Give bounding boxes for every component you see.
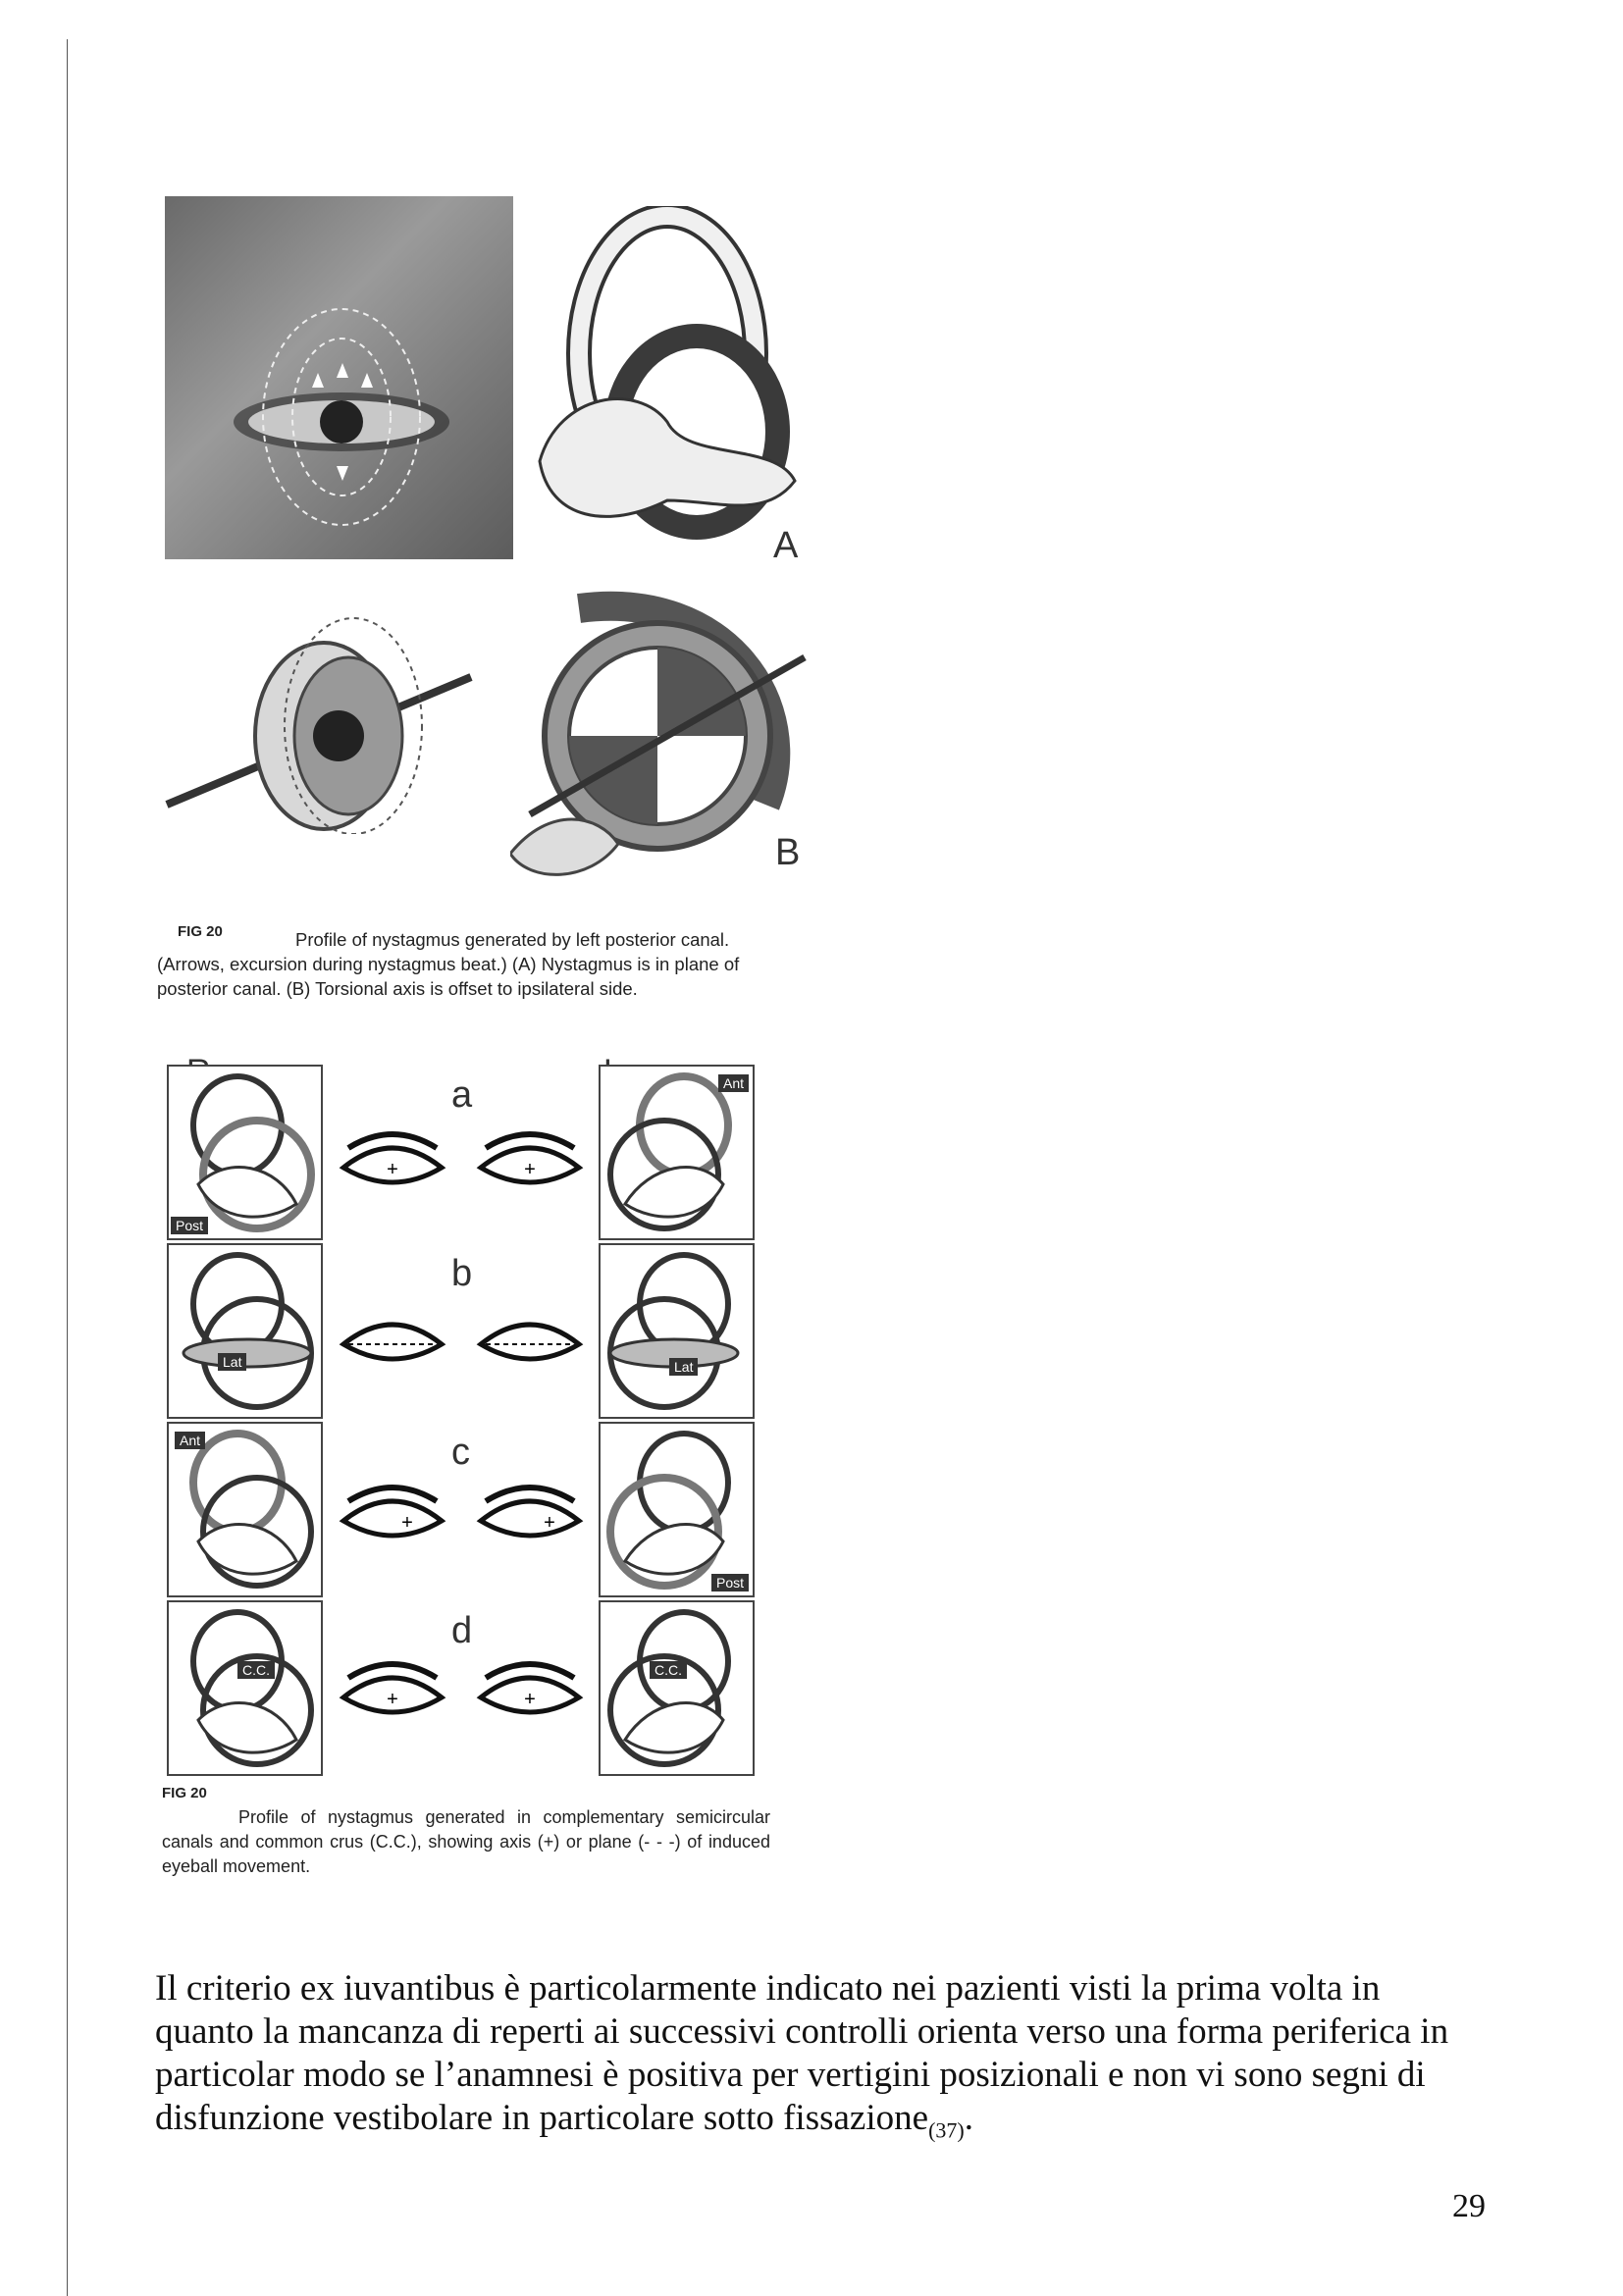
canal-tag: Ant [718, 1074, 749, 1092]
canal-cell-right-b [167, 1243, 323, 1419]
page-number: 29 [1452, 2188, 1486, 2224]
figure-top-caption [157, 923, 785, 1001]
eye-mark: + [544, 1512, 555, 1534]
canal-tag: Lat [669, 1358, 698, 1376]
eyes-d [334, 1658, 589, 1727]
eye-mark: + [387, 1689, 398, 1710]
canal-cell-left-a [599, 1065, 755, 1240]
body-paragraph [155, 1967, 1475, 2152]
canal-cell-left-b [599, 1243, 755, 1419]
labyrinth-a-drawing [520, 206, 824, 559]
eye-mark: + [524, 1159, 536, 1180]
canal-cell-left-d [599, 1600, 755, 1776]
canal-tag: Lat [218, 1353, 246, 1371]
figure-label-a: A [773, 525, 799, 566]
eye-photo [165, 196, 513, 559]
canal-tag: Post [171, 1217, 208, 1234]
canal-cell-right-d [167, 1600, 323, 1776]
figure-top [157, 186, 844, 932]
caption-label: FIG 20 [162, 1785, 207, 1801]
canal-cell-right-a [167, 1065, 323, 1240]
figure-bottom-caption [162, 1781, 770, 1879]
row-letter-c: c [451, 1432, 470, 1473]
eye-mark: + [387, 1159, 398, 1180]
eyes-c [334, 1482, 589, 1550]
figure-bottom-grid [167, 1065, 756, 1771]
caption-label: FIG 20 [178, 923, 223, 940]
row-letter-d: d [451, 1610, 473, 1651]
caption-text: Profile of nystagmus generated by left posterior canal. (Arrows, excursion during nystagmus beat.) (A) Nystagmus is in plane of posterior canal. (B) Torsional axis is offset to ipsilateral side. [157, 929, 740, 999]
eye-mark: + [401, 1512, 413, 1534]
margin-line [67, 39, 68, 2296]
eyeball-b-drawing [157, 589, 510, 834]
eye-mark: + [524, 1689, 536, 1710]
row-letter-b: b [451, 1253, 473, 1294]
canal-cell-right-c [167, 1422, 323, 1597]
period: . [964, 2098, 973, 2138]
eyes-b [334, 1305, 589, 1374]
canal-tag: Ant [175, 1432, 205, 1449]
caption-text: Profile of nystagmus generated in complementary semicircular canals and common crus (C.C.), showing axis (+) or plane (- - -) of induced eyeball movement. [162, 1807, 770, 1876]
paragraph-text: Il criterio ex iuvantibus è particolarmente indicato nei pazienti visti la prima volta in quanto la mancanza di reperti ai successivi controlli orienta verso una forma periferica in particolar modo se l’anamnesi è positiva per vertigini posizionali e non vi sono segni di disfunzione vestibolare in particolare sotto fissazione [155, 1968, 1449, 2138]
row-letter-a: a [451, 1074, 473, 1116]
eyes-a [334, 1128, 589, 1197]
citation: (37) [928, 2117, 965, 2143]
canal-cell-left-c [599, 1422, 755, 1597]
figure-label-b: B [775, 832, 801, 873]
canal-tag: Post [711, 1574, 749, 1592]
canal-tag: C.C. [237, 1661, 275, 1679]
canal-tag: C.C. [650, 1661, 687, 1679]
